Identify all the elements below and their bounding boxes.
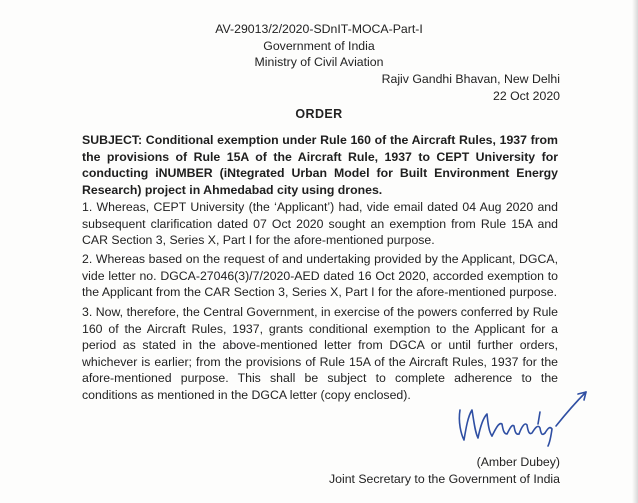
ministry-name: Ministry of Civil Aviation bbox=[254, 55, 384, 69]
order-title: ORDER bbox=[295, 107, 343, 121]
paragraph-1: 1. Whereas, CEPT University (the ‘Applicant’) had, vide email dated 04 Aug 2020 and subsequent clarification dated 07 Oct 2020 sought an exemption from Rule 15A and CAR Section 3, Series X, Part I for the afore-mentioned purpose. bbox=[82, 200, 558, 247]
office-address: Rajiv Gandhi Bhavan, New Delhi bbox=[381, 72, 560, 86]
place-and-date bbox=[382, 71, 560, 104]
handwritten-signature bbox=[452, 388, 592, 450]
file-number: AV-29013/2/2020-SDnIT-MOCA-Part-I bbox=[215, 22, 423, 36]
paragraph-3: 3. Now, therefore, the Central Government, in exercise of the powers conferred by Rule 160 of the Aircraft Rules, 1937, grants conditional exemption to the Applicant for a period as stated in the above-mentioned letter from DGCA or until further orders, whichever is earlier; from the provisions of Rule 15A of the Aircraft Rules, 1937 for the afore-mentioned purpose. This shall be subject to complete adherence to the conditions as mentioned in the DGCA letter (copy enclosed). bbox=[82, 305, 558, 402]
subject-paragraph: SUBJECT: Conditional exemption under Rule 160 of the Aircraft Rules, 1937 from the provisions of Rule 15A of the Aircraft Rule, 1937 to CEPT University for conducting iNUMBER (iNtegrated Urban Model for Built Environment Energy Research) project in Ahmedabad city using drones. bbox=[82, 133, 558, 197]
signatory-designation: Joint Secretary to the Government of India bbox=[328, 471, 560, 486]
document-header bbox=[0, 21, 638, 71]
order-date: 22 Oct 2020 bbox=[493, 88, 560, 103]
paragraph-2: 2. Whereas based on the request of and undertaking provided by the Applicant, DGCA, vide letter no. DGCA-27046(3)/7/2020-AED dated 16 Oct 2020, accorded exemption to the Applicant from the CAR Section 3, Series X, Part I for the afore-mentioned purpose. bbox=[82, 252, 558, 299]
signatory-block bbox=[329, 454, 560, 487]
government-name: Government of India bbox=[263, 38, 375, 53]
signatory-name: (Amber Dubey) bbox=[476, 455, 560, 469]
